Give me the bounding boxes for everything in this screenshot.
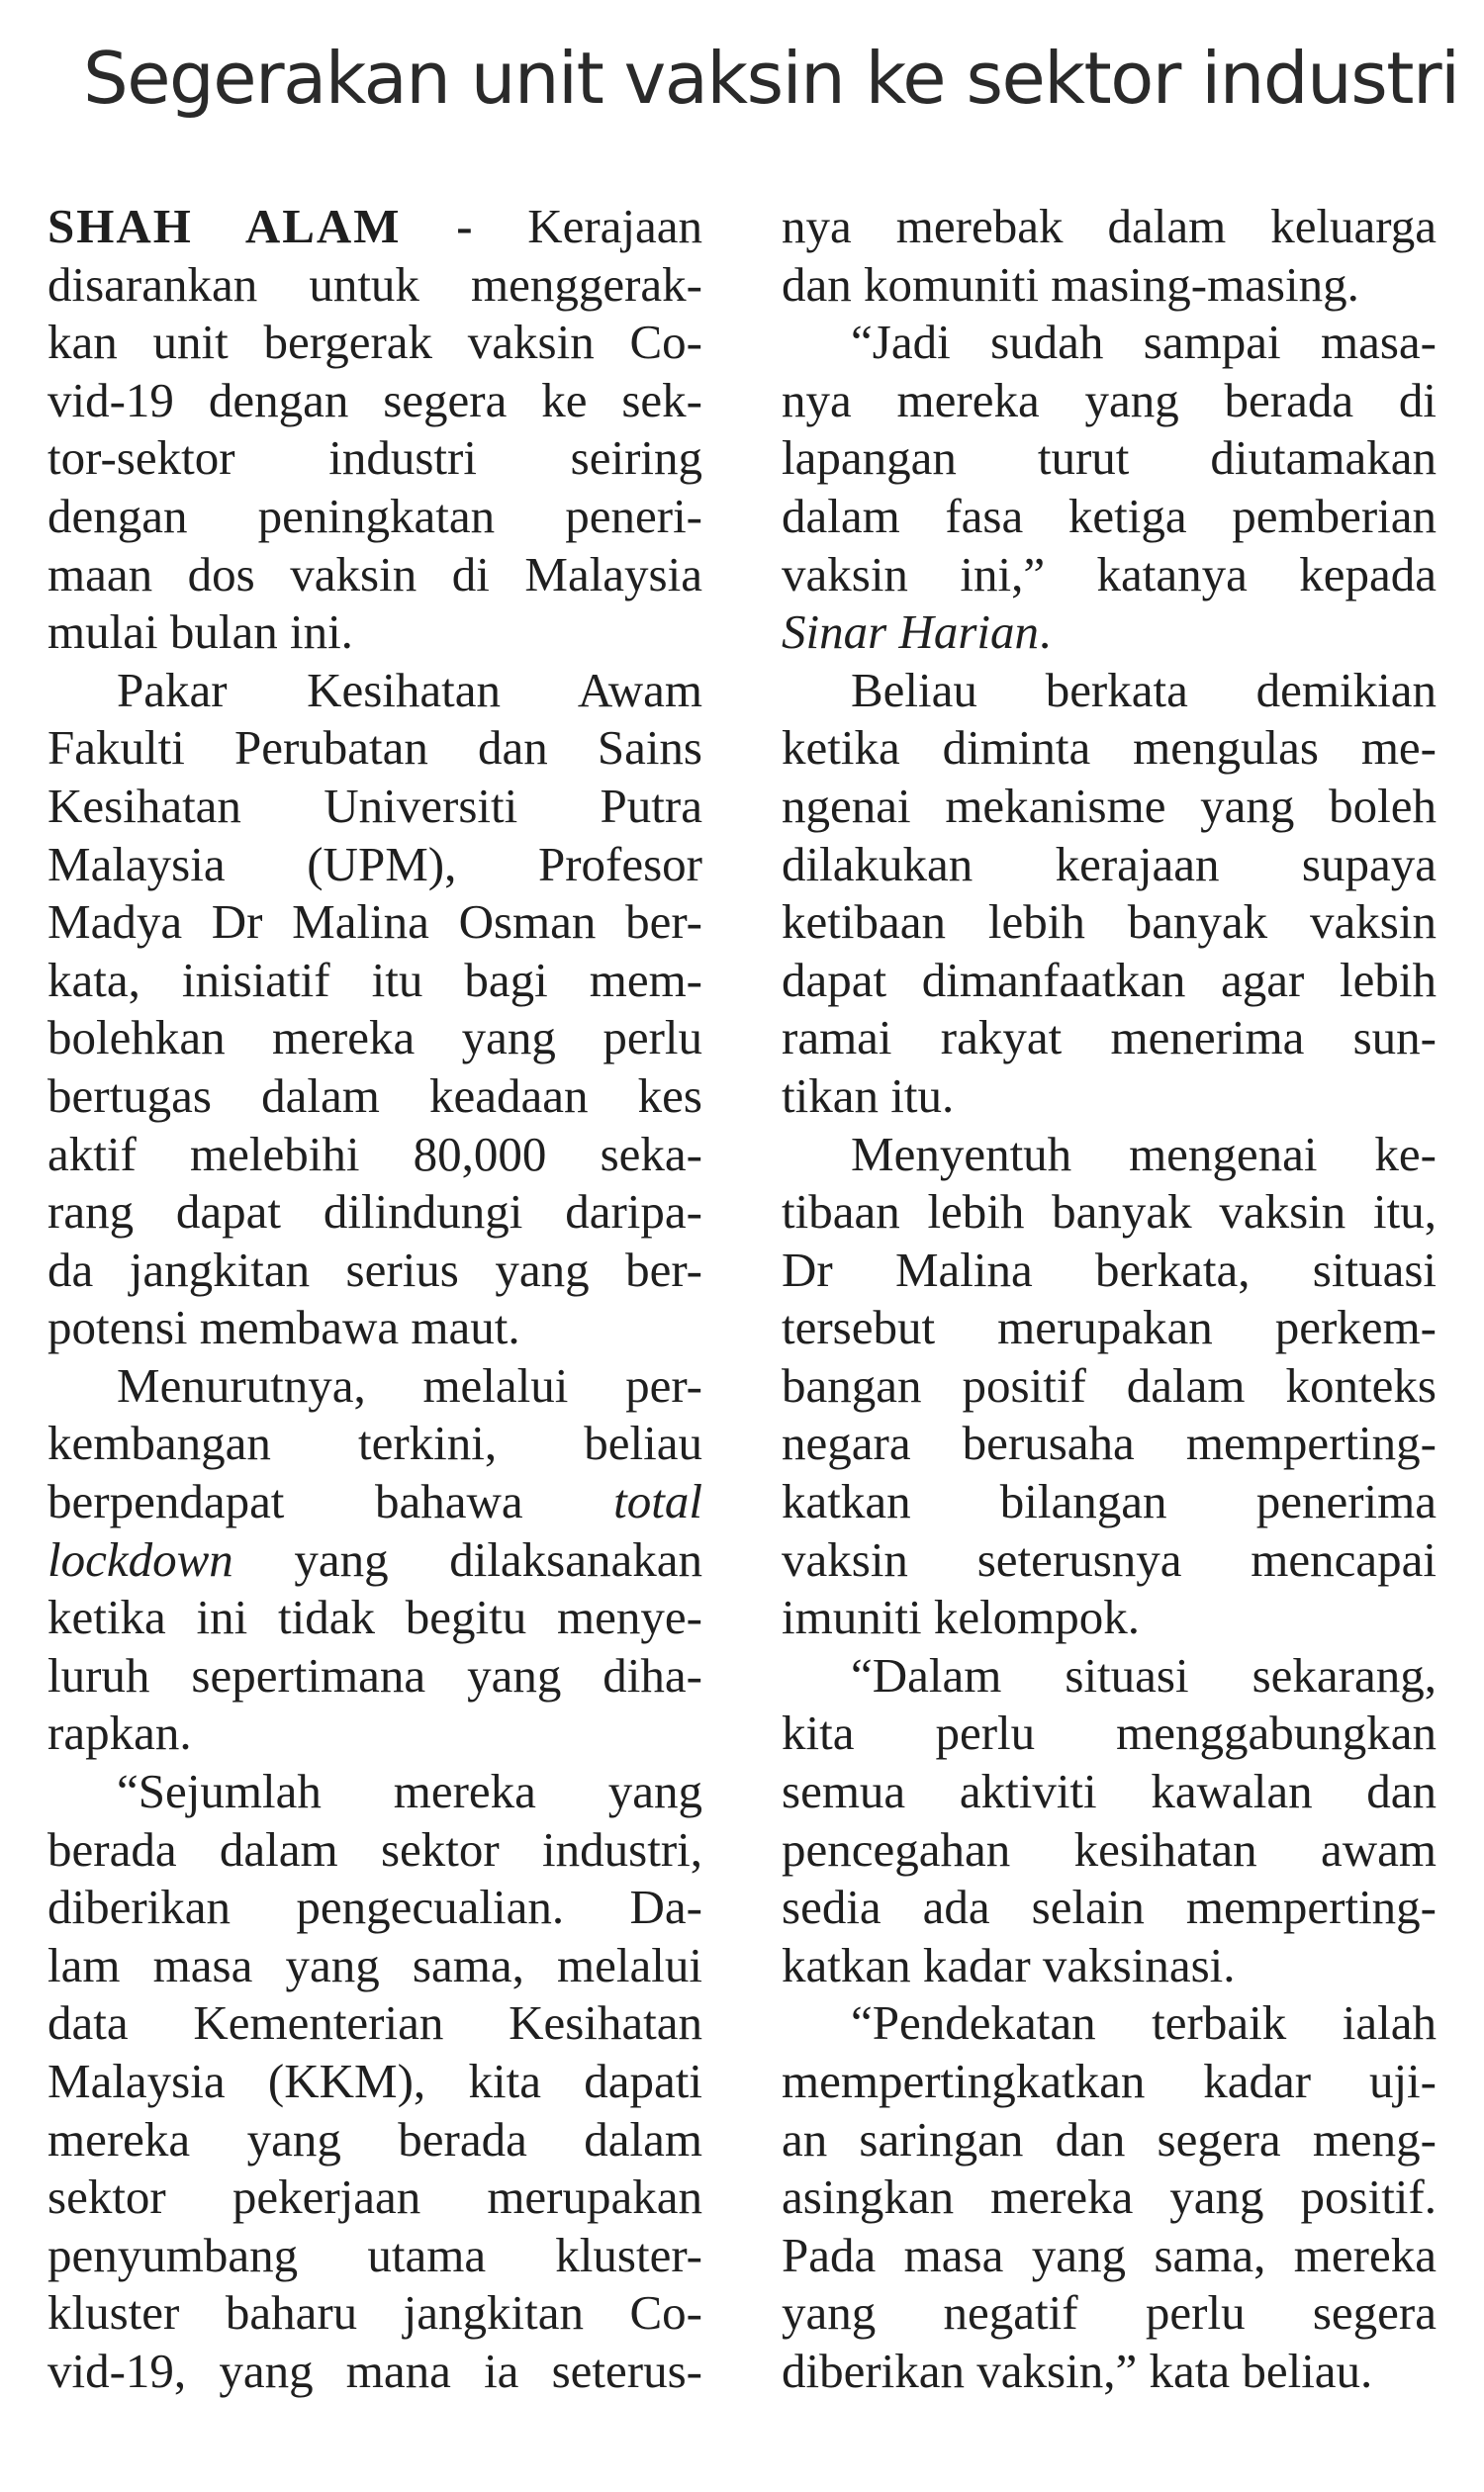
article-line: “Jadi sudah sampai masa- xyxy=(851,315,1437,370)
article-line: ketibaan lebih banyak vaksin xyxy=(782,894,1437,950)
article-line: nya mereka yang berada di xyxy=(782,372,1437,427)
article-line: bolehkan mereka yang perlu xyxy=(47,1010,702,1065)
article-line: diberikan pengecualian. Da- xyxy=(47,1880,702,1935)
article-line: Fakulti Perubatan dan Sains xyxy=(47,720,702,776)
article-line: Pakar Kesihatan Awam xyxy=(117,662,702,717)
article-line: aktif melebihi 80,000 seka- xyxy=(47,1126,702,1181)
article-line: Sinar Harian. xyxy=(782,604,1052,660)
article-line: sektor pekerjaan merupakan xyxy=(47,2169,702,2225)
article-line: Dr Malina berkata, situasi xyxy=(782,1242,1437,1297)
article-line: dapat dimanfaatkan agar lebih xyxy=(782,952,1437,1007)
article-line: tersebut merupakan perkem- xyxy=(782,1300,1437,1355)
article-line: Menurutnya, melalui per- xyxy=(117,1357,702,1413)
article-line: Beliau berkata demikian xyxy=(851,662,1437,717)
dateline: SHAH ALAM - xyxy=(47,199,475,253)
article-line: mereka yang berada dalam xyxy=(47,2111,702,2167)
article-line: bertugas dalam keadaan kes xyxy=(47,1067,702,1123)
article-line: negara berusaha memperting- xyxy=(782,1416,1437,1471)
article-line: lapangan turut diutamakan xyxy=(782,430,1437,486)
article-line: tor-sektor industri seiring xyxy=(47,430,702,486)
article-line: ramai rakyat menerima sun- xyxy=(782,1010,1437,1065)
article-line: kluster baharu jangkitan Co- xyxy=(47,2285,702,2341)
article-line: pencegahan kesihatan awam xyxy=(782,1821,1437,1877)
article-line: rang dapat dilindungi daripa- xyxy=(47,1184,702,1240)
article-line: nya merebak dalam keluarga xyxy=(782,199,1437,253)
article-column-left xyxy=(47,198,702,2401)
article-line: Malaysia (UPM), Profesor xyxy=(47,836,702,891)
article-line: Kesihatan Universiti Putra xyxy=(47,778,702,833)
article-line: potensi membawa maut. xyxy=(47,1300,520,1355)
article-line: dengan peningkatan peneri- xyxy=(47,488,702,543)
article-line: kita perlu menggabungkan xyxy=(782,1706,1437,1761)
article-line: tikan itu. xyxy=(782,1067,955,1123)
article-line: Pada masa yang sama, mereka xyxy=(782,2227,1437,2282)
article-line: kata, inisiatif itu bagi mem- xyxy=(47,952,702,1007)
article-line: “Sejumlah mereka yang xyxy=(117,1764,702,1819)
article-line: lockdown yang dilaksanakan xyxy=(47,1531,702,1587)
article-line: vaksin ini,” katanya kepada xyxy=(782,546,1437,601)
article-line: diberikan vaksin,” kata beliau. xyxy=(782,2343,1373,2398)
article-line: vid-19, yang mana ia seterus- xyxy=(47,2343,702,2398)
italic-term: Sinar Harian xyxy=(782,604,1040,660)
article-line: luruh sepertimana yang diha- xyxy=(47,1647,702,1703)
article-line: katkan kadar vaksinasi. xyxy=(782,1937,1236,1992)
article-column-right xyxy=(782,198,1437,2401)
article-line: Menyentuh mengenai ke- xyxy=(851,1126,1437,1181)
article-line: sedia ada selain memperting- xyxy=(782,1880,1437,1935)
article-line: mempertingkatkan kadar uji- xyxy=(782,2054,1437,2108)
article-line: ketika ini tidak begitu menye- xyxy=(47,1590,702,1645)
headline: Segerakan unit vaksin ke sektor industri xyxy=(83,37,1459,120)
article-line: “Dalam situasi sekarang, xyxy=(851,1647,1437,1703)
article-line: berpendapat bahawa total xyxy=(47,1474,702,1529)
article-line: kembangan terkini, beliau xyxy=(47,1416,702,1471)
article-line: ketika diminta mengulas me- xyxy=(782,720,1437,776)
article-line: penyumbang utama kluster- xyxy=(47,2227,702,2282)
italic-term: total xyxy=(613,1474,702,1529)
article-line: semua aktiviti kawalan dan xyxy=(782,1764,1437,1819)
article-line: mulai bulan ini. xyxy=(47,604,353,660)
article-line: katkan bilangan penerima xyxy=(782,1474,1437,1529)
article-line: data Kementerian Kesihatan xyxy=(47,1995,702,2051)
article-line: tibaan lebih banyak vaksin itu, xyxy=(782,1184,1437,1240)
italic-term: lockdown xyxy=(47,1531,233,1587)
article-line: asingkan mereka yang positif. xyxy=(782,2169,1437,2225)
article-line: Malaysia (KKM), kita dapati xyxy=(47,2054,702,2108)
article-line: disarankan untuk menggerak- xyxy=(47,256,702,312)
article-line: an saringan dan segera meng- xyxy=(782,2111,1437,2167)
article-line: da jangkitan serius yang ber- xyxy=(47,1242,702,1297)
article-line: “Pendekatan terbaik ialah xyxy=(851,1995,1437,2051)
article-line: vid-19 dengan segera ke sek- xyxy=(47,372,702,427)
article-line: bangan positif dalam konteks xyxy=(782,1357,1437,1413)
article-line: lam masa yang sama, melalui xyxy=(47,1937,702,1992)
article-line: maan dos vaksin di Malaysia xyxy=(47,546,702,601)
article-line: imuniti kelompok. xyxy=(782,1590,1141,1645)
article-line: dan komuniti masing-masing. xyxy=(782,256,1359,312)
article-line: SHAH ALAM - Kerajaan xyxy=(47,199,702,253)
article-line: Madya Dr Malina Osman ber- xyxy=(47,894,702,950)
article-line: rapkan. xyxy=(47,1706,192,1761)
article-line: yang negatif perlu segera xyxy=(782,2285,1437,2341)
article-line: ngenai mekanisme yang boleh xyxy=(782,778,1437,833)
article-line: vaksin seterusnya mencapai xyxy=(782,1531,1437,1587)
article-line: dalam fasa ketiga pemberian xyxy=(782,488,1437,543)
article-line: kan unit bergerak vaksin Co- xyxy=(47,315,702,370)
article-line: dilakukan kerajaan supaya xyxy=(782,836,1437,891)
article-line: berada dalam sektor industri, xyxy=(47,1821,702,1877)
